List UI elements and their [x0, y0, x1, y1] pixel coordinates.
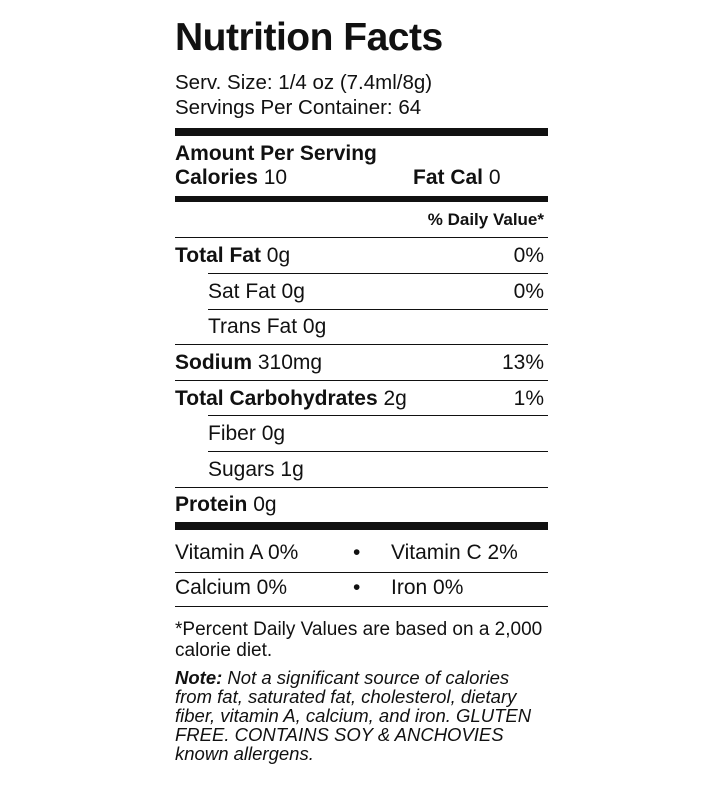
mineral-row — [175, 575, 548, 601]
fat-cal-value: 0 — [488, 166, 501, 189]
nutrient-amount: 1g — [280, 458, 304, 481]
nutrient-row-trans-fat — [208, 314, 548, 340]
nutrient-amount: 2g — [383, 387, 407, 410]
nutrient-dv: 13% — [501, 351, 544, 374]
vitamin-a: Vitamin A 0% — [175, 541, 299, 564]
nutrient-amount: 310mg — [257, 351, 323, 374]
allergen-note — [175, 668, 548, 763]
nutrient-amount: 0g — [266, 244, 291, 267]
nutrient-name: Sat Fat — [208, 280, 276, 303]
nutrient-amount: 0g — [261, 422, 286, 445]
divider — [175, 344, 548, 345]
footnote: *Percent Daily Values are based on a 2,000 calorie diet. — [175, 619, 543, 661]
nutrient-amount: 0g — [302, 315, 327, 338]
bullet: • — [353, 541, 361, 564]
divider — [208, 309, 548, 310]
nutrient-row-sodium — [175, 350, 548, 376]
nutrient-row-protein — [175, 492, 548, 518]
nutrient-dv: 1% — [513, 387, 544, 410]
nutrient-row-fiber — [208, 421, 548, 447]
daily-value-text: % Daily Value* — [427, 210, 544, 229]
nutrient-name: Protein — [175, 493, 248, 516]
nutrient-name: Trans Fat — [208, 315, 298, 338]
nutrient-row-sat-fat — [208, 279, 548, 305]
thick-divider — [175, 522, 548, 530]
note-label: Note: — [175, 667, 223, 688]
calories-value: 10 — [263, 166, 288, 189]
nutrient-amount: 0g — [281, 280, 305, 303]
nutrient-dv: 0% — [513, 244, 544, 267]
fat-cal — [413, 165, 501, 191]
nutrient-name: Sodium — [175, 351, 252, 374]
calories-row — [175, 165, 548, 191]
amount-per-serving: Amount Per Serving — [175, 142, 377, 165]
bullet: • — [353, 576, 361, 599]
vitamin-row — [175, 540, 548, 566]
divider — [208, 273, 548, 274]
fat-cal-label: Fat Cal — [413, 166, 484, 189]
note-text: Not a significant source of calories from fat, saturated fat, cholesterol, dietary fiber, vitamin A, calcium, and iron. GLUTEN FREE. CONTAINS SOY & ANCHOVIES known allergens. — [175, 667, 532, 764]
nutrient-name: Total Fat — [175, 244, 261, 267]
nutrient-row-total-fat — [175, 243, 548, 269]
calcium: Calcium 0% — [175, 576, 288, 599]
divider — [175, 237, 548, 238]
iron: Iron 0% — [391, 576, 464, 599]
divider — [208, 415, 548, 416]
vitamin-c: Vitamin C 2% — [391, 541, 518, 564]
nutrient-row-sugars — [208, 457, 548, 483]
nutrient-name: Total Carbohydrates — [175, 387, 378, 410]
serving-size: Serv. Size: 1/4 oz (7.4ml/8g) — [175, 71, 433, 94]
divider — [175, 380, 548, 381]
divider — [208, 451, 548, 452]
servings-per-container: Servings Per Container: 64 — [175, 96, 422, 119]
divider — [175, 487, 548, 488]
label-title: Nutrition Facts — [175, 16, 443, 59]
medium-divider — [175, 196, 548, 202]
nutrient-row-total-carbohydrates — [175, 386, 548, 412]
nutrient-amount: 0g — [253, 493, 277, 516]
divider — [175, 572, 548, 573]
nutrient-dv: 0% — [513, 280, 544, 303]
nutrient-name: Fiber — [208, 422, 256, 445]
calories-label: Calories — [175, 166, 258, 189]
thick-divider — [175, 128, 548, 136]
nutrient-name: Sugars — [208, 458, 275, 481]
divider — [175, 606, 548, 607]
